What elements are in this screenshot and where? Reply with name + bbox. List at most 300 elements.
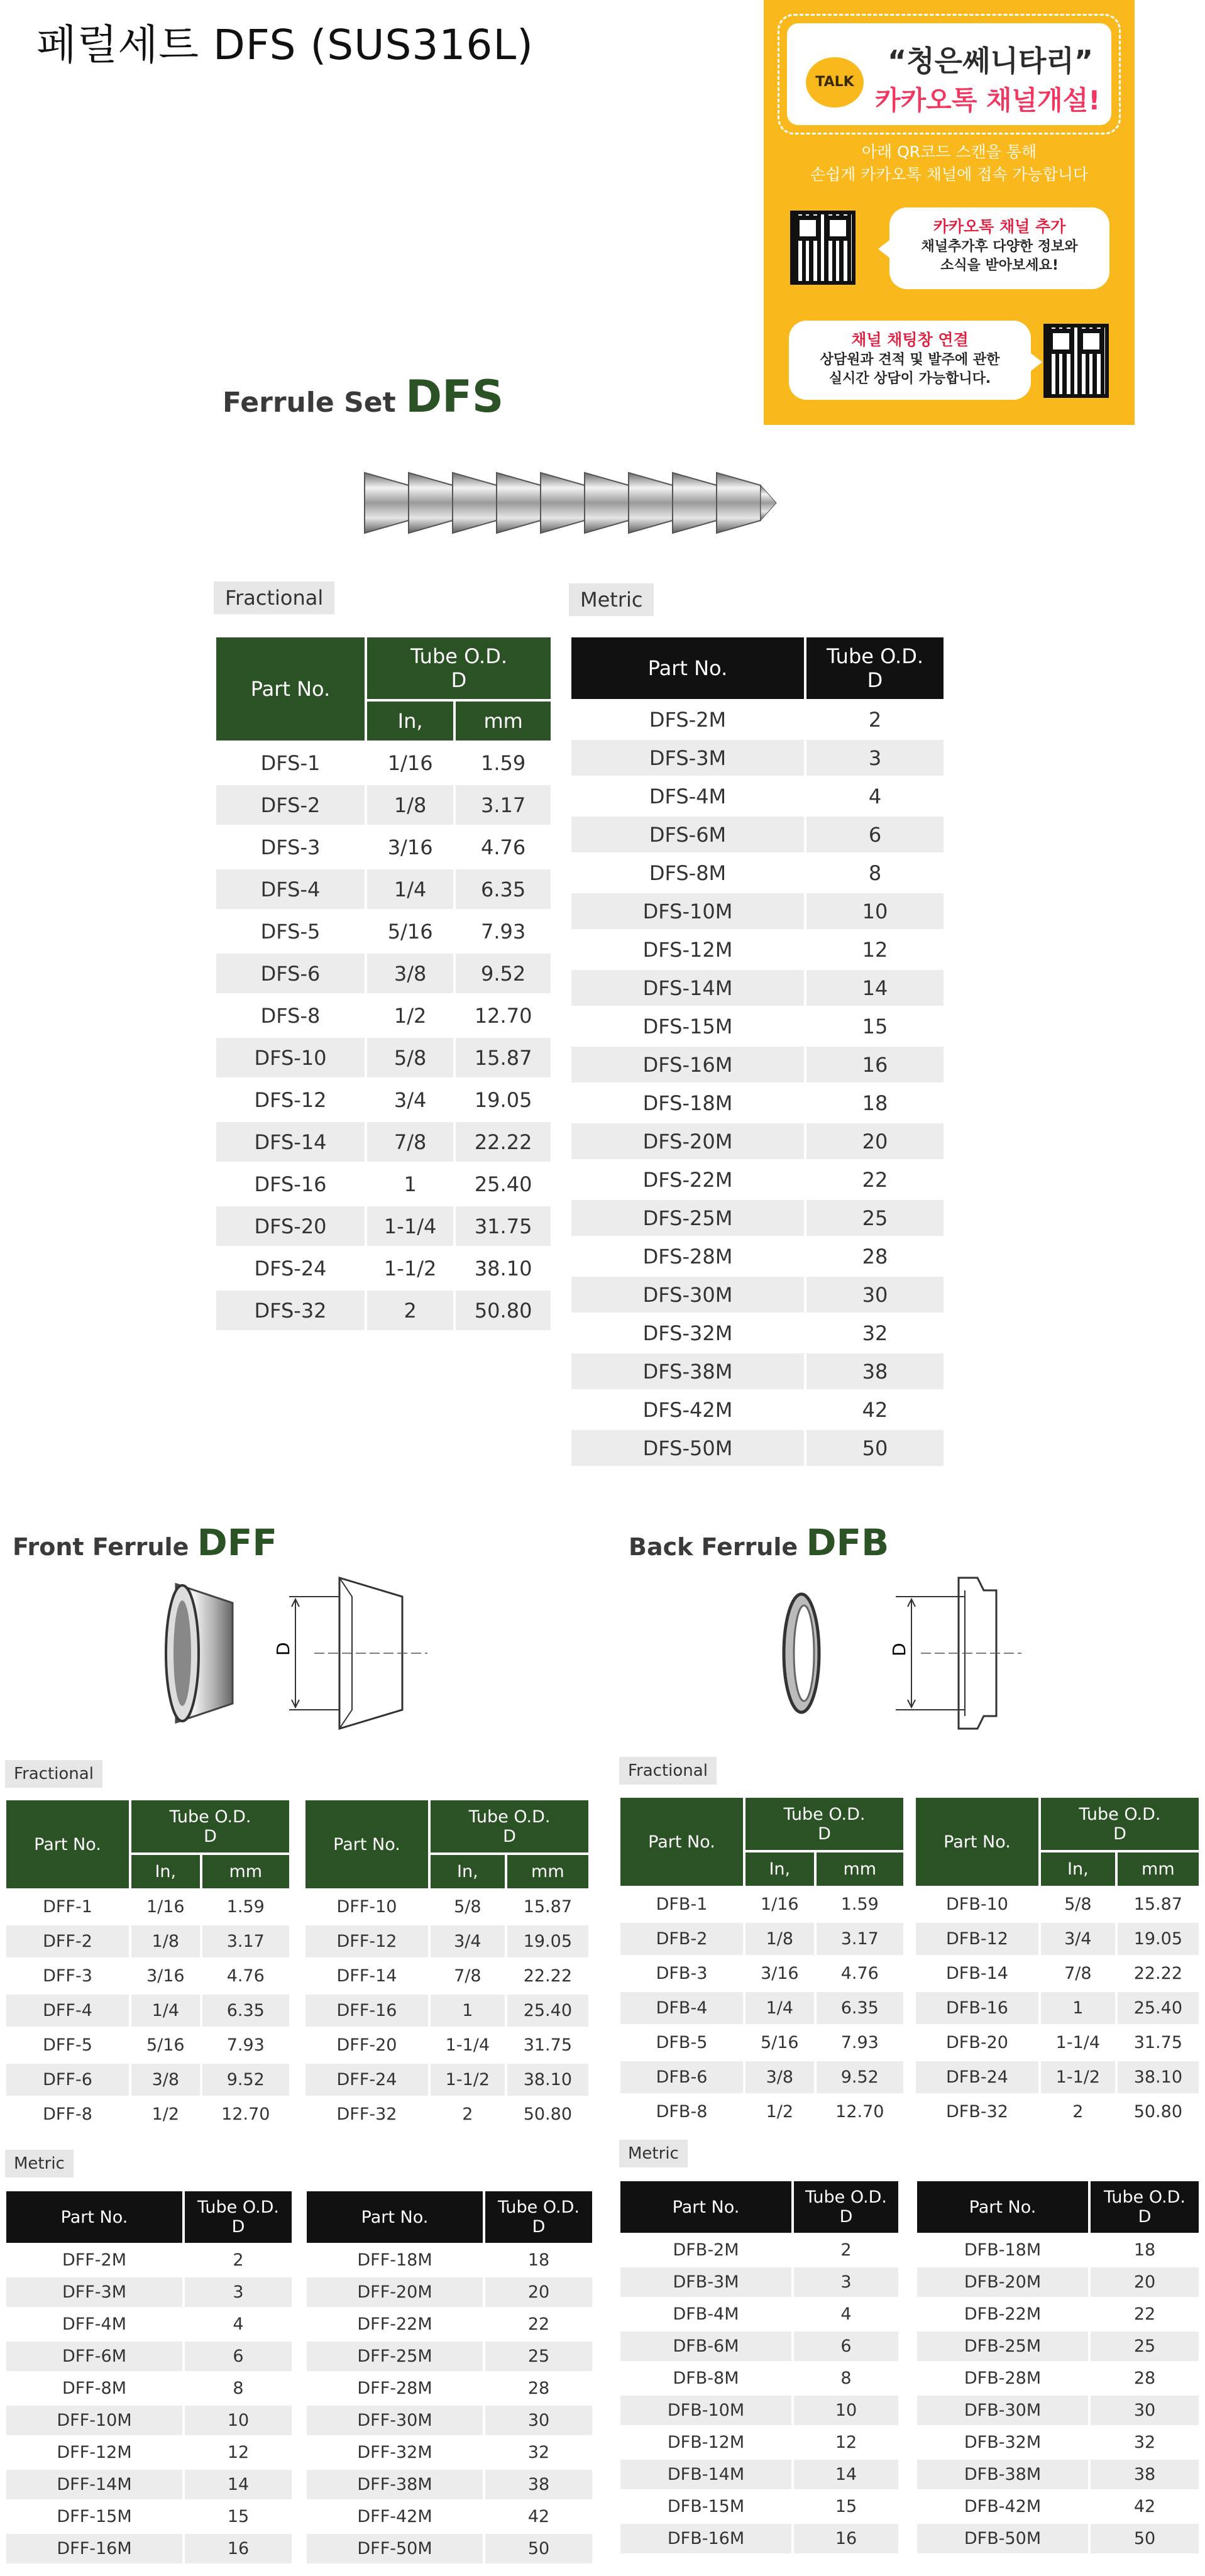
part-no-cell: DFS-38M (571, 1353, 804, 1389)
ferrule-piece (541, 473, 585, 533)
inch-cell: 1 (404, 1172, 417, 1196)
add-channel-title: 카카오톡 채널 추가 (933, 217, 1066, 236)
dfs-fractional-table (214, 635, 553, 1333)
part-no-cell: DFB-14M (620, 2460, 791, 2489)
part-no-header: Part No. (307, 2191, 483, 2243)
part-no-cell: DFS-2M (649, 707, 727, 732)
part-no-cell: DFF-24 (305, 2064, 428, 2096)
tube-od-header: Tube O.D. D (794, 2181, 898, 2233)
dfb-fractional-label: Fractional (619, 1757, 717, 1785)
part-no-header: Part No. (571, 637, 804, 699)
kakao-channel-banner[interactable] (764, 0, 1135, 425)
dff-metric-label: Metric (5, 2150, 74, 2177)
mm-header: mm (507, 1855, 588, 1888)
part-no-cell: DFS-30M (571, 1277, 804, 1313)
table-row (620, 2299, 898, 2329)
table-row (620, 2428, 898, 2457)
table-row (917, 2428, 1199, 2457)
mm-cell: 3.17 (202, 1925, 289, 1957)
mm-cell: 16 (806, 1047, 944, 1082)
table-row (6, 2534, 292, 2563)
part-no-cell: DFS-8 (260, 1003, 321, 1028)
part-no-cell: DFS-32M (642, 1321, 733, 1345)
dff-title-code: DFF (197, 1521, 277, 1564)
table-row (305, 1891, 588, 1923)
table-row (6, 1995, 289, 2027)
mm-cell: 4.76 (226, 1966, 265, 1986)
mm-cell: 25.40 (474, 1172, 532, 1196)
mm-cell: 9.52 (202, 2064, 289, 2096)
table-row (571, 1277, 944, 1313)
table-row (6, 2470, 292, 2499)
table-row (917, 2331, 1199, 2361)
inch-cell: 2 (462, 2105, 473, 2124)
table-row (216, 1291, 551, 1330)
mm-cell: 12.70 (474, 1003, 532, 1028)
table-row (307, 2245, 592, 2275)
part-no-cell: DFS-15M (642, 1014, 733, 1038)
part-no-cell: DFF-3 (43, 1966, 92, 1986)
mm-cell: 31.75 (1133, 2033, 1182, 2052)
dfs-section-title (223, 371, 503, 422)
mm-cell: 30 (1091, 2396, 1199, 2425)
table-row (620, 1957, 903, 1990)
table-row (571, 1353, 944, 1389)
table-row (620, 2396, 898, 2425)
ferrule-piece (453, 473, 497, 533)
part-no-cell: DFS-12 (254, 1087, 327, 1112)
dfb-metric-label: Metric (619, 2140, 688, 2167)
part-no-cell: DFF-42M (357, 2507, 432, 2526)
mm-cell: 9.52 (817, 2061, 903, 2093)
part-no-cell: DFF-22M (357, 2315, 432, 2334)
table-row (571, 702, 944, 737)
mm-cell: 12 (227, 2443, 250, 2462)
qr-code-icon[interactable] (1043, 324, 1109, 398)
mm-cell: 18 (527, 2250, 550, 2270)
table-row (6, 2277, 292, 2307)
part-no-cell: DFF-30M (307, 2406, 483, 2435)
inch-cell: 1 (431, 1995, 505, 2027)
table-row (6, 2438, 292, 2467)
mm-cell: 25 (806, 1200, 944, 1236)
table-row (216, 996, 551, 1035)
part-no-cell: DFF-4 (6, 1995, 129, 2027)
table-row (571, 932, 944, 967)
chat-channel-title: 채널 채팅창 연결 (851, 331, 969, 349)
part-no-cell: DFS-3M (571, 740, 804, 776)
mm-cell: 30 (806, 1277, 944, 1313)
mm-cell: 12 (835, 2433, 857, 2452)
part-no-cell: DFB-10M (620, 2396, 791, 2425)
part-no-cell: DFS-8M (649, 861, 727, 885)
chat-channel-line2: 실시간 상담이 가능합니다. (828, 371, 991, 387)
table-row (216, 1122, 551, 1162)
table-row (307, 2534, 592, 2563)
mm-cell: 38 (485, 2470, 592, 2499)
table-row (620, 2460, 898, 2489)
part-no-cell: DFF-15M (57, 2507, 132, 2526)
mm-cell: 19.05 (1118, 1923, 1199, 1955)
mm-cell: 22 (527, 2315, 550, 2334)
mm-cell: 3 (806, 740, 944, 776)
mm-header: mm (202, 1855, 289, 1888)
ferrule-piece (497, 473, 541, 533)
table-row (620, 2267, 898, 2297)
mm-cell: 18 (1133, 2240, 1156, 2260)
part-no-cell: DFB-24 (916, 2061, 1038, 2093)
table-row (216, 954, 551, 993)
channel-open-text: 카카오톡 채널개설! (875, 85, 1101, 116)
table-row (307, 2277, 592, 2307)
part-no-cell: DFB-30M (917, 2396, 1088, 2425)
table-row (571, 817, 944, 852)
part-no-cell: DFS-20M (571, 1123, 804, 1159)
front-ferrule-diagram (163, 1571, 446, 1735)
mm-cell: 15.87 (1133, 1895, 1182, 1914)
part-no-cell: DFB-2 (620, 1923, 743, 1955)
dfb-title-code: DFB (806, 1521, 889, 1564)
table-row (6, 2374, 292, 2403)
mm-cell: 28 (527, 2379, 550, 2398)
mm-cell: 2 (840, 2240, 852, 2260)
part-no-header: Part No. (6, 1800, 129, 1888)
table-row (571, 855, 944, 891)
mm-cell: 28 (862, 1244, 888, 1269)
mm-cell: 32 (1133, 2433, 1156, 2452)
mm-cell: 50.80 (1133, 2102, 1182, 2122)
table-row (216, 911, 551, 951)
part-no-cell: DFS-6M (571, 817, 804, 852)
table-row (216, 1206, 551, 1246)
mm-cell: 7.93 (481, 919, 526, 944)
dff-section-title (13, 1521, 277, 1564)
table-row (307, 2406, 592, 2435)
table-row (6, 2245, 292, 2275)
table-row (6, 2098, 289, 2130)
part-no-cell: DFF-38M (307, 2470, 483, 2499)
mm-cell: 32 (527, 2443, 550, 2462)
inch-cell: 5/8 (454, 1897, 481, 1917)
inch-cell: 3/8 (367, 954, 453, 993)
part-no-cell: DFS-16 (254, 1172, 327, 1196)
mm-cell: 38.10 (1118, 2061, 1199, 2093)
mm-cell: 1.59 (226, 1897, 265, 1917)
table-row (620, 2096, 903, 2128)
dff-fractional-label: Fractional (5, 1760, 102, 1788)
part-no-cell: DFB-3M (620, 2267, 791, 2297)
mm-cell: 42 (862, 1397, 888, 1422)
table-row (620, 1888, 903, 1920)
part-no-cell: DFB-28M (964, 2369, 1042, 2388)
table-row (917, 2460, 1199, 2489)
inch-cell: 1/16 (146, 1897, 185, 1917)
part-no-cell: DFS-18M (642, 1091, 733, 1115)
part-no-cell: DFB-5 (656, 2033, 708, 2052)
part-no-cell: DFS-14M (571, 970, 804, 1006)
ferrule-piece (673, 473, 717, 533)
mm-cell: 25 (485, 2342, 592, 2371)
part-no-cell: DFB-6 (620, 2061, 743, 2093)
part-no-cell: DFS-5 (260, 919, 321, 944)
part-no-cell: DFB-25M (917, 2331, 1088, 2361)
dff-metric-table-a (4, 2189, 294, 2566)
inch-cell: 2 (1072, 2102, 1084, 2122)
table-row (571, 1008, 944, 1044)
table-row (6, 2309, 292, 2339)
part-no-cell: DFS-22M (642, 1167, 733, 1192)
table-row (916, 2096, 1199, 2128)
part-no-cell: DFF-16 (305, 1995, 428, 2027)
mm-cell: 3 (185, 2277, 292, 2307)
part-no-cell: DFS-32 (216, 1291, 365, 1330)
part-no-cell: DFB-8M (673, 2369, 739, 2388)
part-no-cell: DFF-28M (357, 2379, 432, 2398)
mm-cell: 6.35 (817, 1992, 903, 2024)
part-no-header: Part No. (620, 1798, 743, 1886)
mm-cell: 15.87 (523, 1897, 572, 1917)
table-row (6, 1891, 289, 1923)
table-row (917, 2492, 1199, 2521)
mm-cell: 38 (806, 1353, 944, 1389)
table-row (6, 1925, 289, 1957)
part-no-cell: DFF-2M (62, 2250, 127, 2270)
table-row (6, 1960, 289, 1992)
table-row (307, 2374, 592, 2403)
table-row (620, 2364, 898, 2393)
part-no-cell: DFS-10M (571, 893, 804, 929)
back-ferrule-diagram (770, 1571, 1034, 1748)
mm-cell: 31.75 (456, 1206, 551, 1246)
mm-cell: 15 (227, 2507, 250, 2526)
inch-cell: 5/16 (760, 2033, 799, 2052)
banner-desc-1: 아래 QR코드 스캔을 통해 (861, 143, 1037, 161)
mm-cell: 25.40 (507, 1995, 588, 2027)
table-row (917, 2524, 1199, 2553)
mm-cell: 10 (794, 2396, 898, 2425)
inch-cell: 3/16 (387, 835, 433, 859)
table-row (916, 1992, 1199, 2024)
part-no-cell: DFS-1 (260, 751, 321, 775)
inch-cell: 3/16 (760, 1964, 799, 1983)
mm-cell: 42 (527, 2507, 550, 2526)
dfs-fractional-label: Fractional (214, 581, 334, 614)
mm-cell: 38.10 (474, 1256, 532, 1280)
part-no-cell: DFS-14 (216, 1122, 365, 1162)
mm-cell: 2 (233, 2250, 244, 2270)
table-row (917, 2267, 1199, 2297)
table-row (916, 1957, 1199, 1990)
mm-cell: 7.93 (226, 2035, 265, 2055)
mm-cell: 8 (840, 2369, 852, 2388)
part-no-cell: DFF-1 (43, 1897, 92, 1917)
ferrule-piece (585, 473, 629, 533)
inch-cell: 2 (367, 1291, 453, 1330)
table-row (305, 1925, 588, 1957)
part-no-header: Part No. (916, 1798, 1038, 1886)
table-row (571, 1047, 944, 1082)
mm-cell: 20 (806, 1123, 944, 1159)
table-row (216, 1080, 551, 1120)
inch-cell: 3/4 (393, 1087, 427, 1112)
table-row (917, 2235, 1199, 2265)
page-title: 페럴세트 DFS (SUS316L) (36, 21, 534, 69)
mm-cell: 22.22 (456, 1122, 551, 1162)
ferrule-tip (761, 485, 776, 520)
in-header: In, (131, 1855, 200, 1888)
part-no-cell: DFF-14 (336, 1966, 397, 1986)
table-row (917, 2299, 1199, 2329)
part-no-cell: DFF-2 (6, 1925, 129, 1957)
inch-cell: 5/8 (1064, 1895, 1092, 1914)
mm-cell: 4.76 (840, 1964, 879, 1983)
part-no-cell: DFB-6M (620, 2331, 791, 2361)
mm-cell: 38.10 (507, 2064, 588, 2096)
in-header: In, (746, 1852, 814, 1886)
chat-channel-bubble (789, 321, 1031, 400)
table-row (571, 1392, 944, 1428)
dff-metric-table-b (304, 2189, 595, 2566)
mm-cell: 6 (806, 817, 944, 852)
mm-cell: 6 (794, 2331, 898, 2361)
inch-cell: 1/8 (131, 1925, 200, 1957)
part-no-cell: DFF-8M (62, 2379, 127, 2398)
mm-cell: 22 (862, 1167, 888, 1192)
mm-cell: 6.35 (456, 869, 551, 909)
part-no-header: Part No. (917, 2181, 1088, 2233)
tube-od-header: Tube O.D. D (131, 1800, 289, 1852)
add-channel-line2: 소식을 받아보세요! (940, 258, 1059, 273)
inch-cell: 7/8 (1064, 1964, 1092, 1983)
table-row (620, 2524, 898, 2553)
table-row (571, 1238, 944, 1274)
table-row (916, 2061, 1199, 2093)
inch-cell: 5/16 (146, 2035, 185, 2055)
part-no-cell: DFB-3 (656, 1964, 708, 1983)
inch-cell: 1/8 (367, 785, 453, 825)
ferrule-set-image (358, 459, 779, 547)
dfb-fractional-table-b (913, 1795, 1201, 2130)
mm-cell: 14 (185, 2470, 292, 2499)
part-no-cell: DFB-32M (964, 2433, 1042, 2452)
mm-cell: 38 (1091, 2460, 1199, 2489)
dfb-diameter-label: D (889, 1643, 910, 1656)
dff-diameter-label: D (273, 1642, 294, 1656)
mm-cell: 10 (806, 893, 944, 929)
part-no-cell: DFB-10 (946, 1895, 1008, 1914)
mm-cell: 42 (1133, 2497, 1156, 2516)
dfb-section-title (629, 1521, 889, 1564)
mm-cell: 22.22 (1133, 1964, 1182, 1983)
inch-cell: 1-1/2 (383, 1256, 437, 1280)
table-row (307, 2502, 592, 2531)
part-no-cell: DFB-22M (964, 2304, 1042, 2324)
mm-header: mm (1118, 1852, 1199, 1886)
chat-channel-line1: 상담원과 견적 및 발주에 관한 (820, 352, 1000, 368)
mm-cell: 12.70 (835, 2102, 884, 2122)
part-no-cell: DFS-50M (571, 1430, 804, 1466)
mm-cell: 16 (185, 2534, 292, 2563)
mm-cell: 6.35 (202, 1995, 289, 2027)
table-row (571, 970, 944, 1006)
channel-name: “청은쎄니타리” (888, 44, 1094, 78)
part-no-cell: DFB-14 (946, 1964, 1008, 1983)
mm-cell: 19.05 (474, 1087, 532, 1112)
table-row (571, 1085, 944, 1121)
part-no-cell: DFS-2 (216, 785, 365, 825)
inch-cell: 1/16 (760, 1895, 799, 1914)
table-row (620, 2331, 898, 2361)
part-no-cell: DFS-4M (649, 784, 727, 808)
mm-cell: 7.93 (840, 2033, 879, 2052)
part-no-cell: DFS-20 (216, 1206, 365, 1246)
part-no-cell: DFB-32 (946, 2102, 1008, 2122)
table-row (216, 1038, 551, 1077)
part-no-cell: DFB-16 (916, 1992, 1038, 2024)
table-row (571, 1162, 944, 1197)
inch-cell: 3/4 (431, 1925, 505, 1957)
part-no-cell: DFB-20M (917, 2267, 1088, 2297)
table-row (216, 827, 551, 867)
mm-cell: 50.80 (456, 1291, 551, 1330)
inch-cell: 1-1/4 (445, 2035, 490, 2055)
part-no-cell: DFB-2M (673, 2240, 739, 2260)
part-no-cell: DFB-16M (620, 2524, 791, 2553)
part-no-cell: DFS-42M (642, 1397, 733, 1422)
dfb-metric-table-b (915, 2179, 1201, 2556)
tube-od-header: Tube O.D. D (1041, 1798, 1199, 1850)
mm-cell: 30 (485, 2406, 592, 2435)
ferrule-piece (365, 473, 409, 533)
inch-cell: 1/2 (151, 2105, 180, 2124)
table-row (216, 1164, 551, 1204)
dfs-title-prefix: Ferrule Set (223, 387, 396, 419)
qr-code-icon[interactable] (790, 211, 856, 285)
part-no-cell: DFB-1 (656, 1895, 708, 1914)
part-no-cell: DFB-42M (964, 2497, 1042, 2516)
inch-cell: 1-1/2 (1041, 2061, 1115, 2093)
add-channel-bubble (889, 207, 1109, 289)
mm-cell: 22 (1133, 2304, 1156, 2324)
mm-cell: 3.17 (817, 1923, 903, 1955)
table-row (571, 1123, 944, 1159)
mm-cell: 16 (794, 2524, 898, 2553)
mm-cell: 31.75 (523, 2035, 572, 2055)
tube-od-header: Tube O.D. D (485, 2191, 592, 2243)
mm-cell: 10 (185, 2406, 292, 2435)
mm-cell: 20 (1091, 2267, 1199, 2297)
part-no-cell: DFF-16M (6, 2534, 182, 2563)
part-no-cell: DFF-10 (336, 1897, 397, 1917)
inch-cell: 1/4 (746, 1992, 814, 2024)
part-no-cell: DFB-20 (946, 2033, 1008, 2052)
part-no-cell: DFF-3M (6, 2277, 182, 2307)
table-row (917, 2396, 1199, 2425)
table-row (6, 2502, 292, 2531)
table-row (620, 2027, 903, 2059)
part-no-cell: DFF-12M (57, 2443, 132, 2462)
mm-cell: 3 (794, 2267, 898, 2297)
mm-cell: 28 (1133, 2369, 1156, 2388)
table-row (305, 2029, 588, 2061)
dff-fractional-table-a (4, 1798, 292, 2133)
kakao-headline-box (778, 14, 1121, 135)
table-row (305, 1960, 588, 1992)
table-row (571, 893, 944, 929)
mm-cell: 50 (1091, 2524, 1199, 2553)
mm-cell: 2 (868, 707, 882, 732)
inch-cell: 1-1/4 (367, 1206, 453, 1246)
